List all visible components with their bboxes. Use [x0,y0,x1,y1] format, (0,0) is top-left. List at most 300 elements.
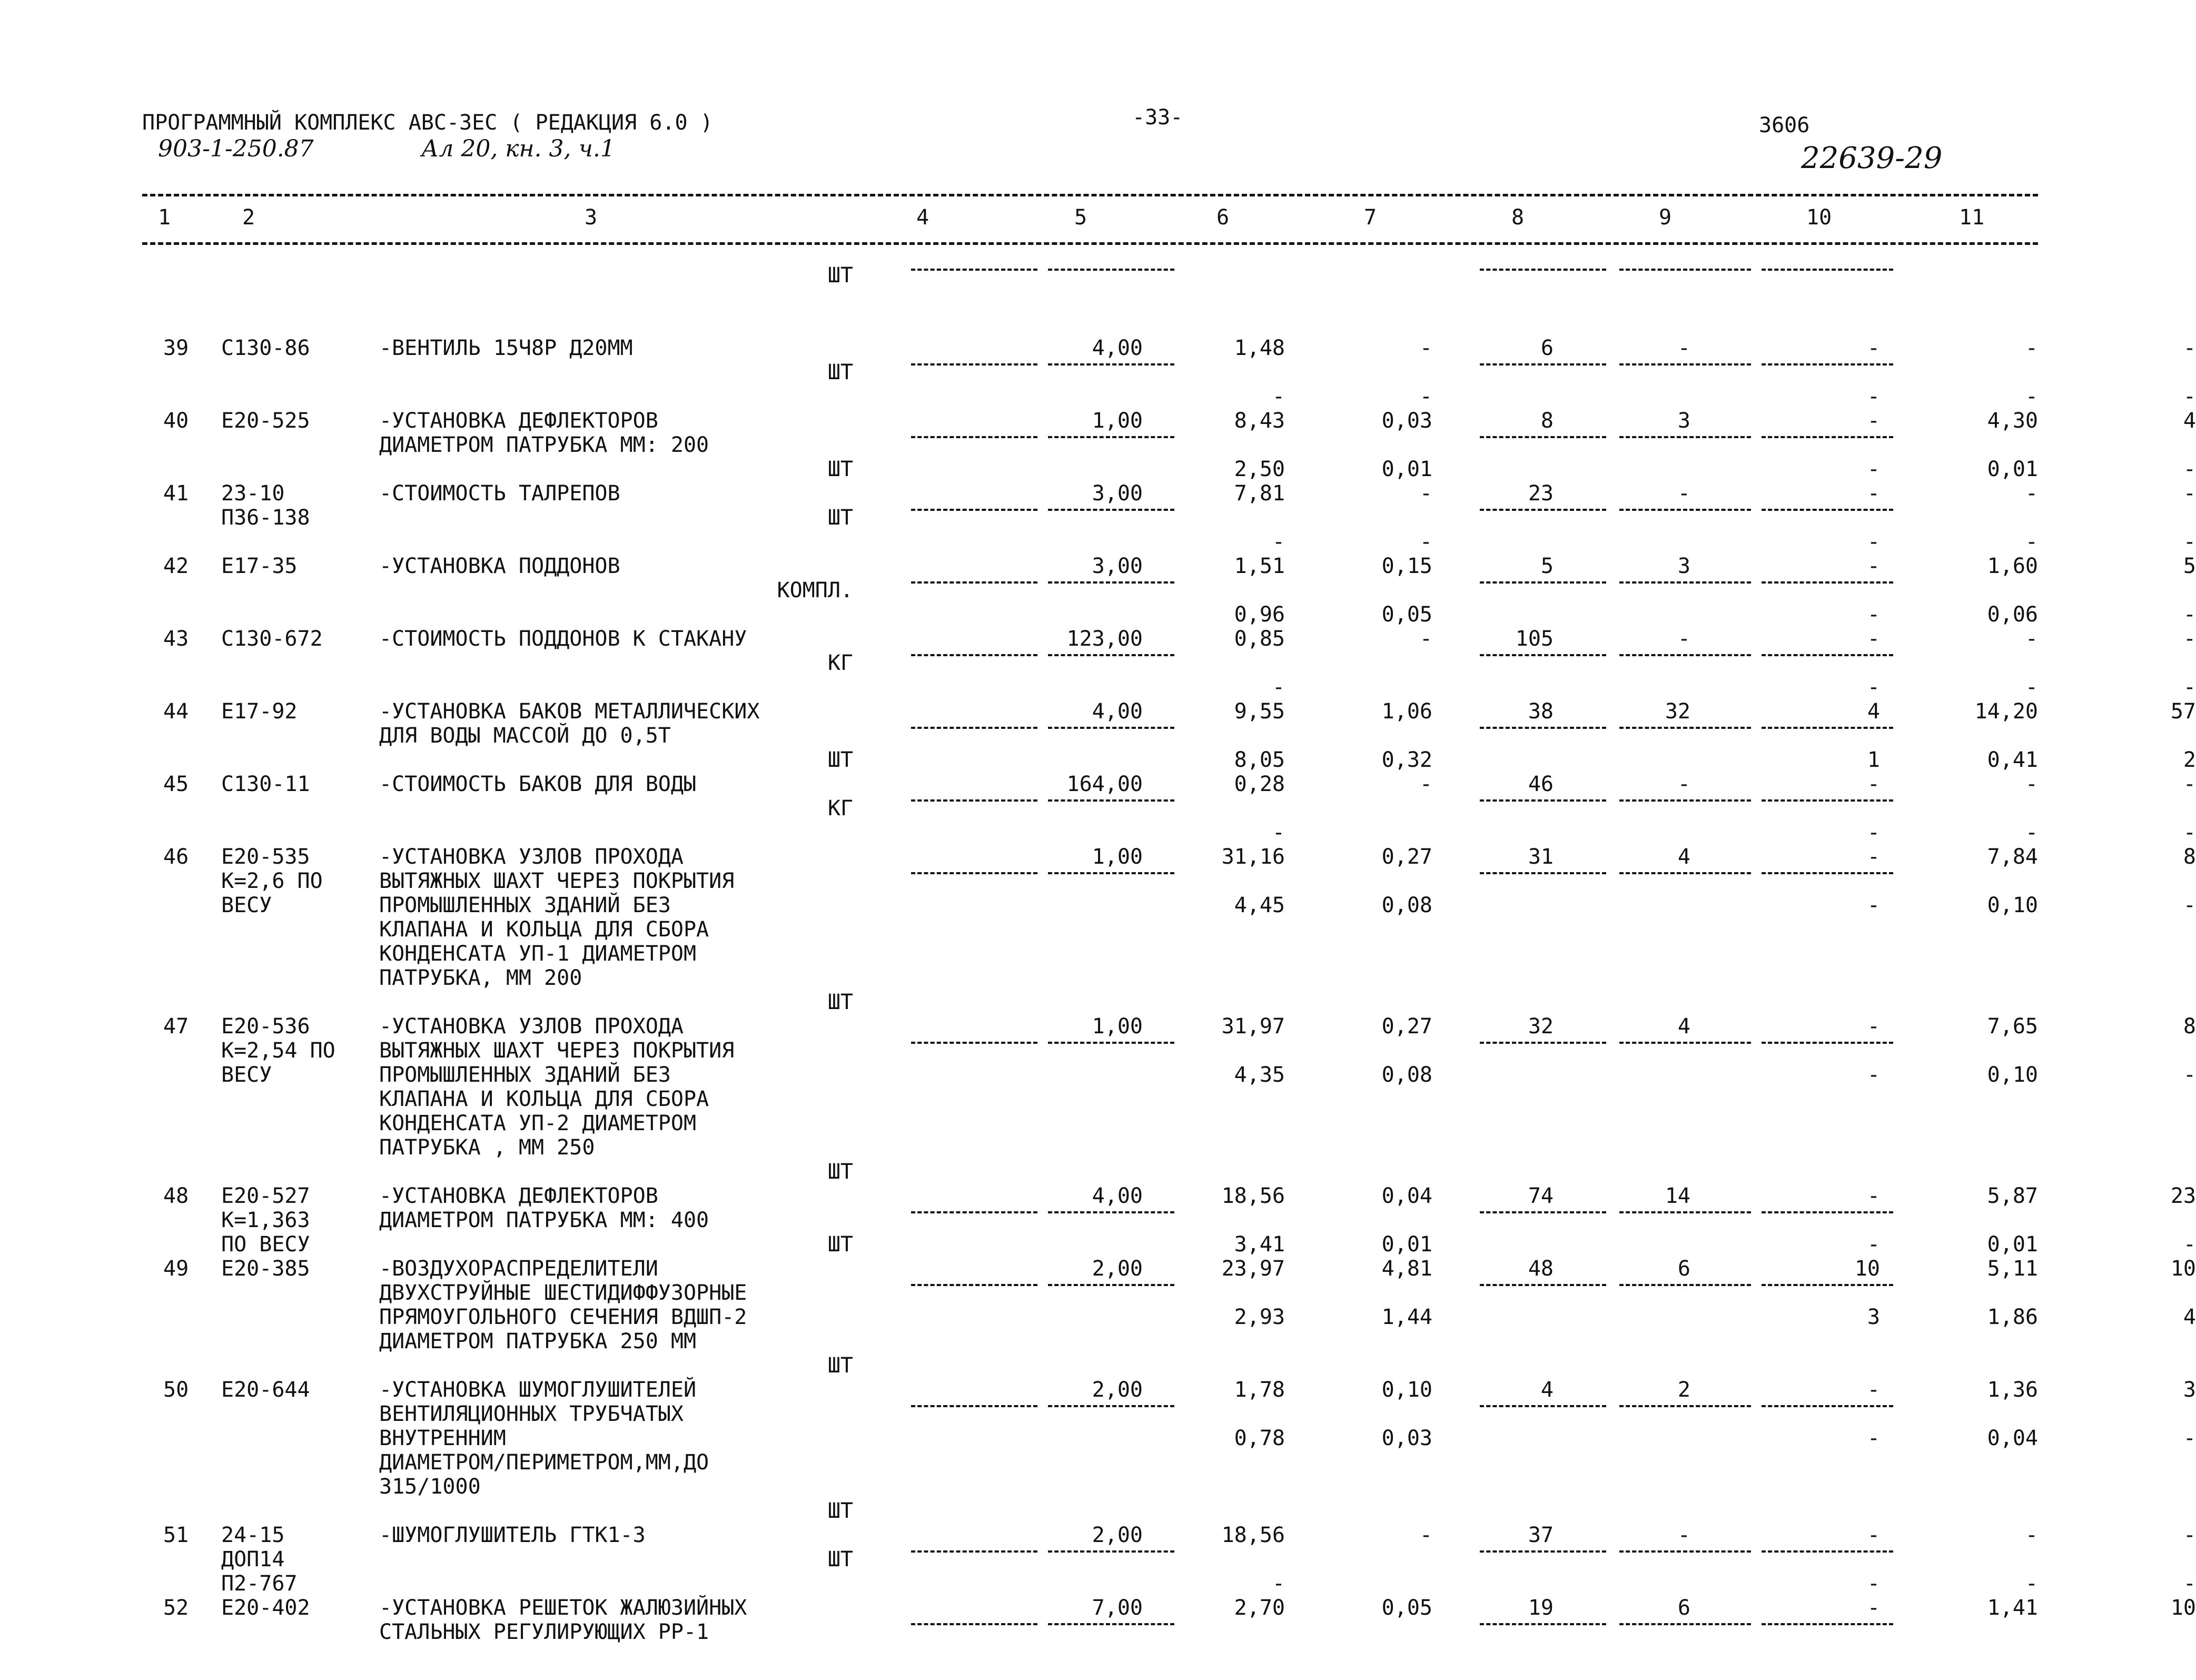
table-row [142,1257,2196,1378]
cell-wage-cost: - [1419,336,1432,360]
cell-separator [1619,1042,1751,1044]
cell-row-number: 39 [163,336,189,360]
cell-separator [911,654,1037,656]
cell-total-labour-sub: 4 [2183,1305,2196,1329]
header-bottom-rule [142,242,2038,245]
cell-total-labour: - [2183,627,2196,651]
cell-labour-hours: 1,36 [1987,1378,2038,1402]
cell-separator [1480,727,1606,729]
cell-total-wage: 14 [1665,1184,1690,1208]
cell-separator [911,363,1037,365]
cell-total-labour: 23 [2170,1184,2196,1208]
cell-total-wage: 4 [1677,845,1690,869]
cell-labour-hours-sub: - [2025,384,2038,409]
cell-separator [911,1550,1037,1553]
handwritten-project: 903-1-250.87 [158,135,314,162]
cell-wage-cost-sub: 0,08 [1381,1063,1432,1087]
cell-unit: КГ [827,796,853,821]
cell-labour-hours-sub: 0,06 [1987,602,2038,627]
table-row [142,627,2196,699]
cell-wage-cost: 0,03 [1381,409,1432,433]
col-7-label: 7 [1364,205,1377,230]
cell-wage-cost: 0,27 [1381,845,1432,869]
cell-total-cost: 19 [1528,1596,1554,1620]
cell-total-cost: 38 [1528,699,1554,724]
table-row [142,409,2196,481]
cell-separator [1048,654,1174,656]
cell-separator [1048,581,1174,584]
cell-total-labour: - [2183,481,2196,506]
cell-wage-cost: 0,05 [1381,1596,1432,1620]
table-row [142,554,2196,627]
cell-norm-code: Е17-35 [221,554,298,578]
cell-labour-hours: - [2025,336,2038,360]
col-11-label: 11 [1959,205,1985,230]
cell-quantity: 4,00 [1092,699,1143,724]
cell-work-name: -УСТАНОВКА РЕШЕТОК ЖАЛЮЗИЙНЫХ СТАЛЬНЫХ РЕГУЛИРУЮЩИХ РР-1 [379,1596,747,1644]
cell-labour-hours-sub: 0,04 [1987,1426,2038,1450]
cell-norm-code: Е20-525 [221,409,310,433]
header-top-rule [142,194,2038,196]
cell-quantity: 3,00 [1092,481,1143,506]
cell-separator [911,799,1037,802]
cell-machine-cost-sub: - [1867,457,1880,481]
cell-separator [1480,1284,1606,1286]
cell-unit: ШТ [827,1232,853,1257]
sheet-code: 3606 [1759,113,1810,137]
cell-quantity: 3,00 [1092,554,1143,578]
cell-total-wage: - [1677,627,1690,651]
cell-unit-cost: 31,97 [1221,1014,1285,1039]
cell-unit-cost: 1,78 [1234,1378,1285,1402]
cell-unit: ШТ [827,506,853,530]
cell-unit-cost: 1,48 [1234,336,1285,360]
cell-unit-cost-sub: 4,45 [1234,893,1285,917]
cell-machine-cost: - [1867,409,1880,433]
cell-machine-cost-sub: - [1867,1232,1880,1257]
cell-wage-cost: - [1419,1523,1432,1547]
cell-total-labour-sub: - [2183,893,2196,917]
cell-total-labour-sub: - [2183,602,2196,627]
table-row [142,1378,2196,1523]
handwritten-album: Ал 20, кн. 3, ч.1 [421,135,615,162]
cell-unit: ШТ [827,1160,853,1184]
table-row [142,263,2038,336]
cell-machine-cost-sub: - [1867,675,1880,699]
cell-wage-cost: - [1419,772,1432,796]
cell-unit: ШТ [827,263,853,288]
cell-total-labour-sub: - [2183,675,2196,699]
cell-labour-hours-sub: - [2025,1572,2038,1596]
cell-separator [1048,1042,1174,1044]
cell-separator [911,436,1037,438]
cell-separator [911,269,1037,271]
cell-separator [1480,363,1606,365]
cell-machine-cost: 10 [1854,1257,1880,1281]
cell-labour-hours-sub: 0,41 [1987,748,2038,772]
table-row [142,1596,2196,1644]
cell-norm-code: Е20-402 [221,1596,310,1620]
cell-separator [1762,1550,1893,1553]
cell-labour-hours: - [2025,481,2038,506]
cell-labour-hours-sub: - [2025,675,2038,699]
cell-machine-cost: - [1867,1014,1880,1039]
cell-row-number: 42 [163,554,189,578]
column-header-row [142,205,2038,232]
cell-total-wage: 2 [1677,1378,1690,1402]
cell-unit-cost-sub: 2,93 [1234,1305,1285,1329]
cell-total-cost: 8 [1540,409,1554,433]
cell-separator [911,509,1037,511]
cell-wage-cost-sub: 0,01 [1381,1232,1432,1257]
cell-separator [911,872,1037,874]
cell-unit-cost: 0,85 [1234,627,1285,651]
col-9-label: 9 [1659,205,1672,230]
cell-row-number: 41 [163,481,189,506]
cell-row-number: 45 [163,772,189,796]
cell-unit: ШТ [827,1547,853,1572]
cell-separator [911,1284,1037,1286]
cell-separator [1619,1284,1751,1286]
cell-unit-cost: 23,97 [1221,1257,1285,1281]
cell-unit-cost: 9,55 [1234,699,1285,724]
cell-unit-cost-sub: 3,41 [1234,1232,1285,1257]
cell-row-number: 44 [163,699,189,724]
cell-quantity: 1,00 [1092,1014,1143,1039]
cell-row-number: 43 [163,627,189,651]
cell-unit: ШТ [827,990,853,1014]
cell-separator [1762,1042,1893,1044]
cell-separator [911,1623,1037,1625]
cell-separator [1048,509,1174,511]
table-row [142,1523,2196,1596]
cell-separator [1619,799,1751,802]
cell-labour-hours-sub: 0,10 [1987,893,2038,917]
cell-total-wage: 32 [1665,699,1690,724]
cell-wage-cost: 1,06 [1381,699,1432,724]
cell-separator [1619,1623,1751,1625]
cell-work-name: -УСТАНОВКА УЗЛОВ ПРОХОДА ВЫТЯЖНЫХ ШАХТ ЧЕРЕЗ ПОКРЫТИЯ ПРОМЫШЛЕННЫХ ЗДАНИЙ БЕЗ КЛАПАНА И КОЛЬЦА ДЛЯ СБОРА КОНДЕНСАТА УП-2 ДИАМЕТРОМ ПАТРУБКА , ММ 250 [379,1014,735,1160]
cell-work-name: -СТОИМОСТЬ ПОДДОНОВ К СТАКАНУ [379,627,747,651]
cell-work-name: -ВЕНТИЛЬ 15Ч8Р Д20ММ [379,336,633,360]
cell-separator [1480,1042,1606,1044]
cell-row-number: 49 [163,1257,189,1281]
cell-total-labour: 5 [2183,554,2196,578]
cell-machine-cost: 4 [1867,699,1880,724]
cell-separator [1619,654,1751,656]
cell-wage-cost: 0,27 [1381,1014,1432,1039]
cell-labour-hours: 1,60 [1987,554,2038,578]
cell-separator [1762,1405,1893,1407]
cell-quantity: 2,00 [1092,1378,1143,1402]
cell-separator [1480,1623,1606,1625]
cell-labour-hours-sub: 0,01 [1987,457,2038,481]
cell-wage-cost: - [1419,481,1432,506]
cell-labour-hours-sub: 0,10 [1987,1063,2038,1087]
cell-wage-cost-sub: 1,44 [1381,1305,1432,1329]
cell-machine-cost: - [1867,627,1880,651]
cell-unit-cost: 7,81 [1234,481,1285,506]
cell-separator [911,727,1037,729]
cell-separator [1048,1405,1174,1407]
program-title: ПРОГРАММНЫЙ КОМПЛЕКС АВС-3ЕС ( РЕДАКЦИЯ 6.0 ) [142,111,713,135]
cell-unit-cost-sub: - [1272,1572,1285,1596]
table-row [142,1014,2196,1184]
cell-work-name: -УСТАНОВКА ПОДДОНОВ [379,554,620,578]
cell-work-name: -СТОИМОСТЬ ТАЛРЕПОВ [379,481,620,506]
cell-quantity: 164,00 [1066,772,1143,796]
page-number: -33- [1132,105,1183,130]
cell-labour-hours: 7,84 [1987,845,2038,869]
cell-separator [1762,727,1893,729]
cell-separator [1048,727,1174,729]
cell-total-cost: 37 [1528,1523,1554,1547]
cell-separator [911,581,1037,584]
col-2-label: 2 [242,205,255,230]
cell-norm-code: С130-672 [221,627,323,651]
cell-norm-code: Е17-92 [221,699,298,724]
cell-row-number: 46 [163,845,189,869]
cell-separator [1048,1284,1174,1286]
cell-separator [1762,872,1893,874]
cell-separator [1048,269,1174,271]
cell-labour-hours: 7,65 [1987,1014,2038,1039]
cell-norm-code: Е20-527 К=1,363 ПО ВЕСУ [221,1184,310,1257]
cell-quantity: 7,00 [1092,1596,1143,1620]
cell-total-wage: 6 [1677,1596,1690,1620]
cell-total-labour-sub: - [2183,457,2196,481]
cell-wage-cost: - [1419,627,1432,651]
cell-separator [1762,363,1893,365]
cell-separator [1480,872,1606,874]
cell-unit-cost: 0,28 [1234,772,1285,796]
cell-separator [1619,872,1751,874]
cell-unit-cost: 18,56 [1221,1184,1285,1208]
cell-quantity: 1,00 [1092,409,1143,433]
cell-work-name: -УСТАНОВКА ШУМОГЛУШИТЕЛЕЙ ВЕНТИЛЯЦИОННЫХ ТРУБЧАТЫХ ВНУТРЕННИМ ДИАМЕТРОМ/ПЕРИМЕТРОМ,ММ,ДО 315/1000 [379,1378,709,1499]
cell-labour-hours-sub: 1,86 [1987,1305,2038,1329]
cell-wage-cost: 0,04 [1381,1184,1432,1208]
col-1-label: 1 [158,205,171,230]
cell-unit-cost: 18,56 [1221,1523,1285,1547]
cell-machine-cost: - [1867,772,1880,796]
cell-unit-cost-sub: 0,96 [1234,602,1285,627]
cell-quantity: 2,00 [1092,1257,1143,1281]
cell-total-wage: - [1677,1523,1690,1547]
cell-total-cost: 5 [1540,554,1554,578]
cell-machine-cost: - [1867,1523,1880,1547]
cell-total-labour: 4 [2183,409,2196,433]
cell-separator [1619,436,1751,438]
cell-work-name: -УСТАНОВКА БАКОВ МЕТАЛЛИЧЕСКИХ ДЛЯ ВОДЫ МАССОЙ ДО 0,5Т [379,699,760,748]
cell-total-cost: 4 [1540,1378,1554,1402]
table-row [142,772,2196,845]
cell-wage-cost-sub: 0,01 [1381,457,1432,481]
handwritten-number: 22639-29 [1801,141,1943,175]
cell-labour-hours-sub: - [2025,530,2038,554]
cell-machine-cost: - [1867,481,1880,506]
cell-separator [1048,363,1174,365]
cell-wage-cost-sub: 0,32 [1381,748,1432,772]
cell-unit-cost: 8,43 [1234,409,1285,433]
cell-total-wage: 3 [1677,409,1690,433]
cell-work-name: -ВОЗДУХОРАСПРЕДЕЛИТЕЛИ ДВУХСТРУЙНЫЕ ШЕСТИДИФФУЗОРНЫЕ ПРЯМОУГОЛЬНОГО СЕЧЕНИЯ ВДШП-2 ДИАМЕТРОМ ПАТРУБКА 250 ММ [379,1257,747,1353]
cell-separator [911,1405,1037,1407]
cell-total-labour: 10 [2170,1596,2196,1620]
cell-separator [1762,581,1893,584]
cell-separator [1480,1405,1606,1407]
cell-labour-hours: - [2025,772,2038,796]
cell-total-cost: 32 [1528,1014,1554,1039]
cell-norm-code: 24-15 ДОП14 П2-767 [221,1523,298,1596]
cell-unit-cost: 2,70 [1234,1596,1285,1620]
cell-separator [1619,509,1751,511]
estimate-table [142,263,2196,1644]
table-row [142,336,2196,409]
cell-separator [1762,1284,1893,1286]
cell-total-wage: 6 [1677,1257,1690,1281]
cell-unit-cost-sub: 0,78 [1234,1426,1285,1450]
cell-separator [1762,509,1893,511]
cell-total-wage: - [1677,481,1690,506]
cell-norm-code: С130-86 [221,336,310,360]
cell-unit-cost: 31,16 [1221,845,1285,869]
cell-wage-cost-sub: - [1419,530,1432,554]
cell-wage-cost-sub: 0,03 [1381,1426,1432,1450]
cell-machine-cost-sub: 3 [1867,1305,1880,1329]
cell-wage-cost-sub: 0,05 [1381,602,1432,627]
cell-separator [1048,1211,1174,1213]
cell-separator [1762,799,1893,802]
cell-separator [1619,1405,1751,1407]
cell-labour-hours: 4,30 [1987,409,2038,433]
cell-separator [1619,269,1751,271]
cell-unit-cost-sub: - [1272,675,1285,699]
cell-labour-hours: 1,41 [1987,1596,2038,1620]
cell-separator [911,1211,1037,1213]
cell-machine-cost-sub: 1 [1867,748,1880,772]
col-6-label: 6 [1216,205,1230,230]
cell-labour-hours-sub: 0,01 [1987,1232,2038,1257]
cell-separator [1480,581,1606,584]
cell-separator [1619,1211,1751,1213]
cell-total-labour-sub: 2 [2183,748,2196,772]
cell-machine-cost-sub: - [1867,893,1880,917]
cell-total-labour-sub: - [2183,1063,2196,1087]
cell-separator [1048,799,1174,802]
cell-total-cost: 74 [1528,1184,1554,1208]
cell-unit-cost-sub: 2,50 [1234,457,1285,481]
cell-unit-cost: 1,51 [1234,554,1285,578]
cell-separator [1480,1550,1606,1553]
cell-row-number: 50 [163,1378,189,1402]
cell-work-name: -УСТАНОВКА ДЕФЛЕКТОРОВ ДИАМЕТРОМ ПАТРУБКА ММ: 200 [379,409,709,457]
cell-unit-cost-sub: 4,35 [1234,1063,1285,1087]
table-row [142,845,2196,1014]
cell-total-labour-sub: - [2183,530,2196,554]
cell-separator [1619,727,1751,729]
cell-total-cost: 23 [1528,481,1554,506]
cell-separator [1480,654,1606,656]
cell-machine-cost: - [1867,1596,1880,1620]
cell-row-number: 47 [163,1014,189,1039]
cell-separator [1480,509,1606,511]
cell-separator [1480,1211,1606,1213]
cell-row-number: 52 [163,1596,189,1620]
cell-total-labour: 57 [2170,699,2196,724]
cell-unit-cost-sub: - [1272,530,1285,554]
cell-total-cost: 48 [1528,1257,1554,1281]
cell-quantity: 123,00 [1066,627,1143,651]
table-row [142,481,2196,554]
cell-separator [1048,1623,1174,1625]
cell-unit: ШТ [827,360,853,384]
cell-wage-cost-sub: - [1419,384,1432,409]
cell-wage-cost: 0,15 [1381,554,1432,578]
cell-labour-hours: 5,87 [1987,1184,2038,1208]
cell-norm-code: С130-11 [221,772,310,796]
cell-total-labour-sub: - [2183,821,2196,845]
cell-machine-cost: - [1867,1184,1880,1208]
col-4-label: 4 [916,205,929,230]
cell-machine-cost-sub: - [1867,602,1880,627]
cell-total-labour: - [2183,772,2196,796]
cell-unit-cost-sub: - [1272,821,1285,845]
cell-total-labour: 8 [2183,1014,2196,1039]
cell-wage-cost: 0,10 [1381,1378,1432,1402]
cell-machine-cost: - [1867,336,1880,360]
cell-quantity: 4,00 [1092,336,1143,360]
cell-unit: ШТ [827,457,853,481]
cell-separator [1762,1623,1893,1625]
cell-quantity: 4,00 [1092,1184,1143,1208]
cell-quantity: 2,00 [1092,1523,1143,1547]
cell-total-labour: 8 [2183,845,2196,869]
cell-total-wage: - [1677,336,1690,360]
cell-separator [1762,269,1893,271]
cell-separator [911,1042,1037,1044]
cell-total-labour-sub: - [2183,1426,2196,1450]
cell-norm-code: Е20-385 [221,1257,310,1281]
cell-machine-cost-sub: - [1867,384,1880,409]
table-row [142,699,2196,772]
cell-total-cost: 31 [1528,845,1554,869]
cell-row-number: 51 [163,1523,189,1547]
cell-separator [1619,581,1751,584]
cell-quantity: 1,00 [1092,845,1143,869]
cell-row-number: 48 [163,1184,189,1208]
cell-separator [1480,436,1606,438]
cell-machine-cost-sub: - [1867,821,1880,845]
cell-unit: КОМПЛ. [777,578,853,602]
cell-unit-cost-sub: - [1272,384,1285,409]
cell-labour-hours: 5,11 [1987,1257,2038,1281]
cell-work-name: -УСТАНОВКА УЗЛОВ ПРОХОДА ВЫТЯЖНЫХ ШАХТ ЧЕРЕЗ ПОКРЫТИЯ ПРОМЫШЛЕННЫХ ЗДАНИЙ БЕЗ КЛАПАНА И КОЛЬЦА ДЛЯ СБОРА КОНДЕНСАТА УП-1 ДИАМЕТРОМ ПАТРУБКА, ММ 200 [379,845,735,990]
cell-labour-hours: - [2025,627,2038,651]
cell-machine-cost-sub: - [1867,1572,1880,1596]
cell-machine-cost: - [1867,1378,1880,1402]
cell-norm-code: Е20-644 [221,1378,310,1402]
cell-unit: ШТ [827,1353,853,1378]
cell-total-cost: 6 [1540,336,1554,360]
cell-norm-code: Е20-535 К=2,6 ПО ВЕСУ [221,845,323,917]
cell-total-labour: 10 [2170,1257,2196,1281]
cell-norm-code: Е20-536 К=2,54 ПО ВЕСУ [221,1014,335,1087]
cell-separator [1619,1550,1751,1553]
cell-total-cost: 105 [1515,627,1554,651]
cell-work-name: -УСТАНОВКА ДЕФЛЕКТОРОВ ДИАМЕТРОМ ПАТРУБКА ММ: 400 [379,1184,709,1232]
cell-separator [1762,654,1893,656]
